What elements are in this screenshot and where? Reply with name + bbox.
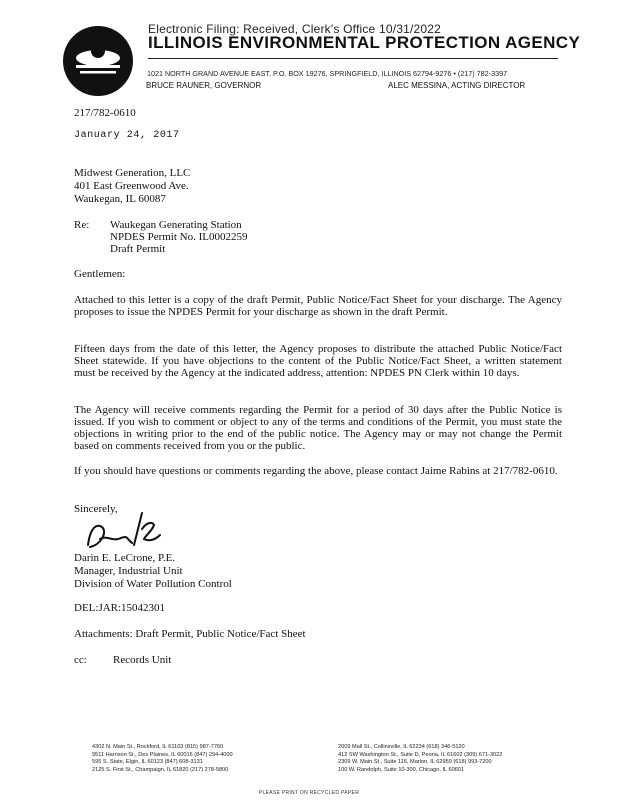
signer-title: Manager, Industrial Unit bbox=[74, 565, 183, 577]
letter-date: January 24, 2017 bbox=[74, 130, 180, 141]
cc-label: cc: bbox=[74, 654, 87, 666]
footer-office: 9511 Harrison St., Des Plaines, IL 60016 (847) 294-4000 bbox=[92, 751, 233, 758]
body-paragraph: Fifteen days from the date of this letter, the Agency proposes to distribute the attached Public Notice/Fact Sheet statewide. If you have objections to the content of the Public Notice/Fact Sheet, a written statement must be received by the Agency at the indicated address, attention: NPDES PN Clerk within 10 days. bbox=[74, 343, 562, 379]
signer-name: Darin E. LeCrone, P.E. bbox=[74, 552, 176, 564]
letterhead-rule bbox=[148, 58, 558, 59]
body-paragraph: If you should have questions or comments regarding the above, please contact Jaime Rabins at 217/782-0610. bbox=[74, 465, 558, 477]
agency-seal-logo bbox=[62, 25, 134, 97]
recycled-paper-note: PLEASE PRINT ON RECYCLED PAPER bbox=[258, 790, 360, 796]
recipient-street: 401 East Greenwood Ave. bbox=[74, 180, 189, 192]
footer-office: 595 S. State, Elgin, IL 60123 (847) 608-3131 bbox=[92, 759, 203, 766]
efiling-stamp: Electronic Filing: Received, Clerk's Office 10/31/2022 bbox=[148, 22, 442, 36]
footer-offices-left bbox=[92, 744, 233, 774]
footer-office: 412 SW Washington St., Suite D, Peoria, IL 61602 (309) 671-3022 bbox=[338, 751, 503, 758]
cc-value: Records Unit bbox=[113, 654, 172, 666]
director-name: ALEC MESSINA, ACTING DIRECTOR bbox=[388, 81, 526, 90]
agency-name: ILLINOIS ENVIRONMENTAL PROTECTION AGENCY bbox=[148, 33, 581, 52]
re-line-facility: Waukegan Generating Station bbox=[110, 219, 242, 231]
re-line-draft: Draft Permit bbox=[110, 243, 166, 255]
footer-office: 2009 Mall St., Collinsville, IL 62234 (618) 346-5120 bbox=[338, 744, 465, 750]
recipient-name: Midwest Generation, LLC bbox=[74, 167, 191, 179]
footer-office: 4302 N. Main St., Rockford, IL 61103 (815) 987-7760 bbox=[92, 744, 224, 750]
footer-offices-right bbox=[338, 744, 502, 774]
attachments-line: Attachments: Draft Permit, Public Notice/Fact Sheet bbox=[74, 628, 306, 640]
governor-name: BRUCE RAUNER, GOVERNOR bbox=[146, 81, 262, 90]
phone-number: 217/782-0610 bbox=[74, 107, 136, 119]
signer-division: Division of Water Pollution Control bbox=[74, 578, 232, 590]
footer-office: 2309 W. Main St., Suite 116, Marion, IL 62959 (618) 993-7200 bbox=[338, 759, 492, 766]
footer-office: 2125 S. First St., Champaign, IL 61820 (217) 278-5800 bbox=[92, 766, 229, 773]
body-paragraph: Attached to this letter is a copy of the draft Permit, Public Notice/Fact Sheet for your discharge. The Agency proposes to issue the NPDES Permit for your discharge as shown in the draft Permit. bbox=[74, 294, 562, 318]
recipient-city: Waukegan, IL 60087 bbox=[74, 193, 166, 205]
agency-address: 1021 NORTH GRAND AVENUE EAST, P.O. BOX 19276, SPRINGFIELD, ILLINOIS 62794-9276 • (217) 782-3397 bbox=[147, 69, 508, 78]
reference-initials: DEL:JAR:15042301 bbox=[74, 602, 166, 614]
handwritten-signature bbox=[82, 505, 192, 557]
footer-office: 100 W. Randolph, Suite 10-300, Chicago, IL 60601 bbox=[338, 766, 465, 773]
salutation: Gentlemen: bbox=[74, 268, 126, 280]
re-block bbox=[110, 219, 248, 255]
body-paragraph: The Agency will receive comments regarding the Permit for a period of 30 days after the Public Notice is issued. If you wish to comment or object to any of the terms and conditions of the Permit, you must state the objections in writing prior to the end of the public notice. The Agency may or may not change the Permit based on comments received from you or the public. bbox=[74, 404, 562, 452]
re-label: Re: bbox=[74, 219, 90, 231]
re-line-permit-number: NPDES Permit No. IL0002259 bbox=[110, 231, 248, 243]
closing: Sincerely, bbox=[74, 503, 118, 515]
